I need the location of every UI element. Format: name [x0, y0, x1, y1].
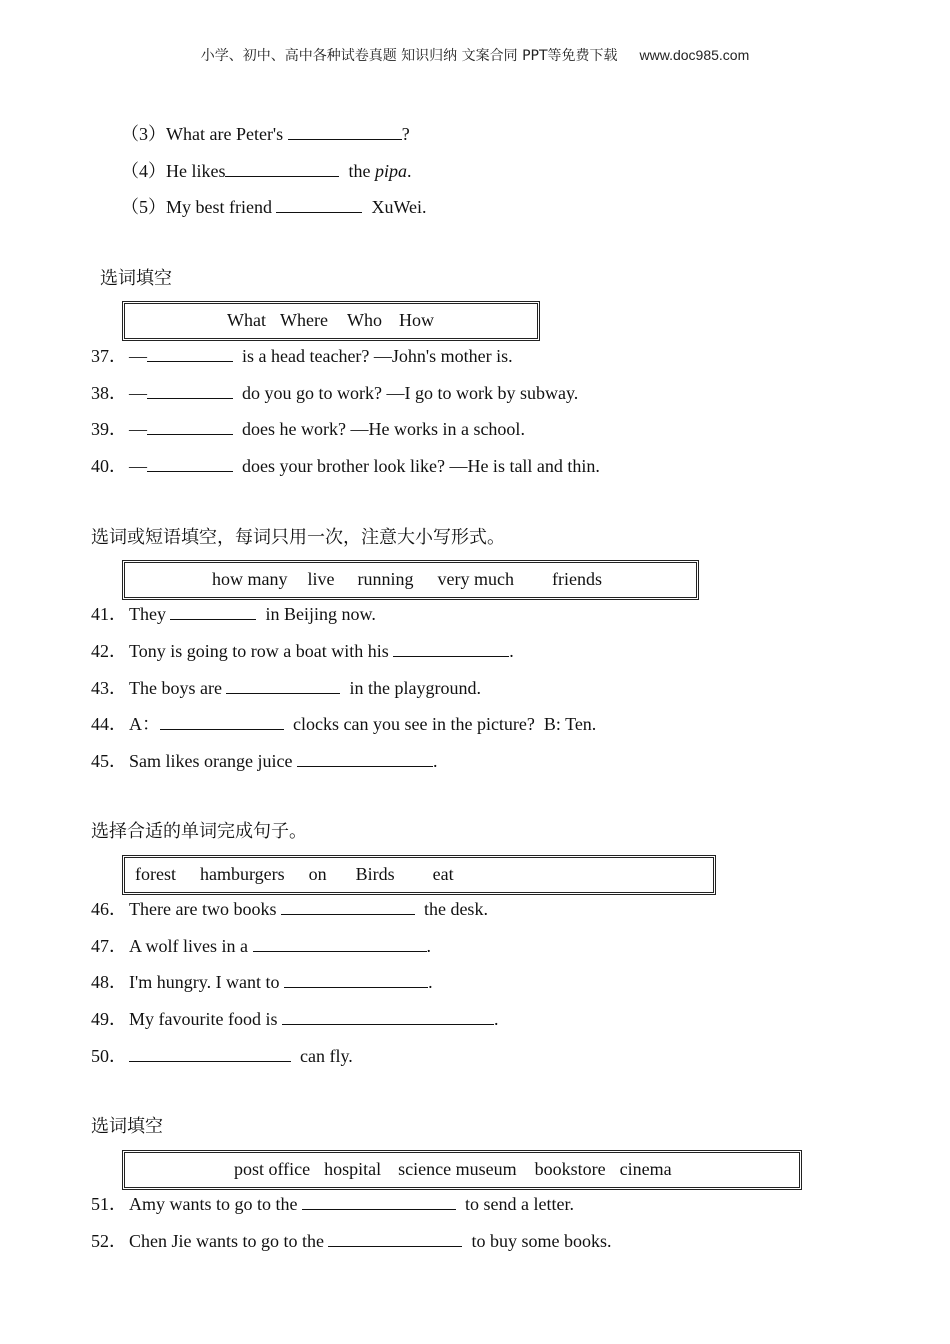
answer-blank[interactable] [147, 454, 233, 472]
question-46: 46． There are two books the desk. [91, 899, 488, 919]
answer-blank[interactable] [129, 1044, 291, 1062]
page-header [0, 45, 950, 65]
answer-blank[interactable] [170, 602, 256, 620]
question-42: 42． Tony is going to row a boat with his . [91, 641, 514, 661]
question-51: 51． Amy wants to go to the to send a letter. [91, 1194, 574, 1214]
question-50: 50． can fly. [91, 1046, 353, 1066]
question-5: （5）My best friend XuWei. [121, 197, 427, 217]
answer-blank[interactable] [225, 159, 339, 177]
answer-blank[interactable] [284, 970, 428, 988]
answer-blank[interactable] [393, 639, 509, 657]
header-url: www.doc985.com [639, 47, 750, 63]
word-bank-2: how many live running very much friends [122, 560, 699, 600]
word-bank-1: What Where Who How [122, 301, 540, 341]
answer-blank[interactable] [328, 1229, 462, 1247]
question-49: 49． My favourite food is . [91, 1009, 499, 1029]
section-2-heading: 选词或短语填空，每词只用一次，注意大小写形式。 [91, 527, 505, 548]
question-43: 43． The boys are in the playground. [91, 678, 481, 698]
question-41: 41． They in Beijing now. [91, 604, 376, 624]
answer-blank[interactable] [302, 1192, 456, 1210]
answer-blank[interactable] [160, 712, 284, 730]
question-37: 37． — is a head teacher? —John's mother is. [91, 346, 513, 366]
question-45: 45． Sam likes orange juice . [91, 751, 438, 771]
question-47: 47． A wolf lives in a . [91, 936, 431, 956]
question-44: 44． A： clocks can you see in the picture? B: Ten. [91, 714, 597, 734]
answer-blank[interactable] [226, 676, 340, 694]
answer-blank[interactable] [282, 1007, 494, 1025]
question-39: 39． — does he work? —He works in a school. [91, 419, 525, 439]
answer-blank[interactable] [288, 122, 402, 140]
answer-blank[interactable] [253, 934, 427, 952]
answer-blank[interactable] [281, 897, 415, 915]
section-4-heading: 选词填空 [91, 1116, 163, 1137]
question-52: 52． Chen Jie wants to go to the to buy some books. [91, 1231, 612, 1251]
question-40: 40． — does your brother look like? —He is tall and thin. [91, 456, 600, 476]
answer-blank[interactable] [147, 344, 233, 362]
header-text: 小学、初中、高中各种试卷真题 知识归纳 文案合同 PPT等免费下载 [200, 48, 618, 64]
answer-blank[interactable] [297, 749, 433, 767]
question-38: 38． — do you go to work? —I go to work by subway. [91, 383, 579, 403]
word-bank-4: post office hospital science museum bookstore cinema [122, 1150, 802, 1190]
question-48: 48． I'm hungry. I want to . [91, 972, 433, 992]
section-1-heading: 选词填空 [100, 268, 172, 289]
section-3-heading: 选择合适的单词完成句子。 [91, 821, 307, 842]
question-3: （3）What are Peter's ? [121, 124, 410, 144]
answer-blank[interactable] [147, 417, 233, 435]
question-4: （4）He likes the pipa. [121, 161, 412, 181]
word-bank-3: forest hamburgers on Birds eat [122, 855, 716, 895]
answer-blank[interactable] [276, 195, 362, 213]
answer-blank[interactable] [147, 381, 233, 399]
